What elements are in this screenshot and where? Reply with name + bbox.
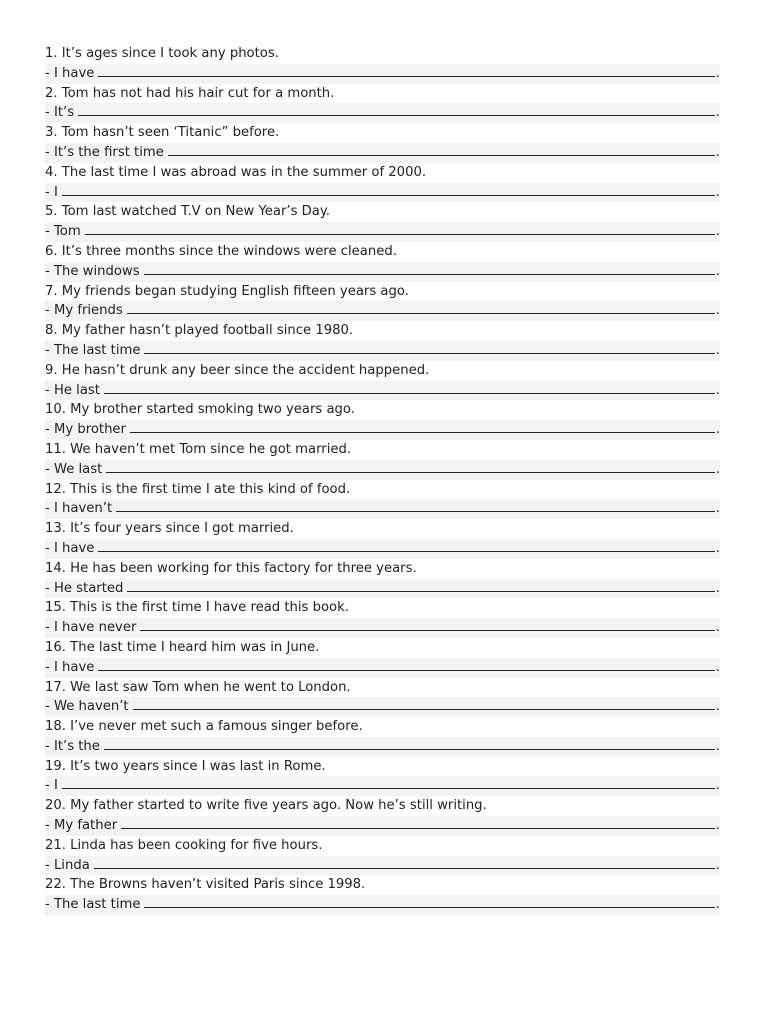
exercise-item — [45, 44, 720, 84]
answer-end-period: . — [715, 778, 720, 794]
exercise-prompt: 3. Tom hasn’t seen ‘Titanic” before. — [45, 125, 280, 141]
exercise-item — [45, 202, 720, 242]
answer-starter: - I have never — [45, 620, 137, 636]
answer-line[interactable] — [45, 222, 720, 242]
answer-line[interactable] — [45, 697, 720, 717]
worksheet — [45, 44, 720, 915]
exercise-prompt: 16. The last time I heard him was in June. — [45, 639, 320, 655]
answer-end-period: . — [715, 382, 720, 398]
exercise-item — [45, 123, 720, 163]
answer-starter: - My father — [45, 818, 118, 834]
exercise-prompt: 17. We last saw Tom when he went to London. — [45, 679, 351, 695]
answer-starter: - The last time — [45, 897, 141, 913]
answer-blank[interactable] — [127, 579, 714, 592]
answer-end-period: . — [715, 620, 720, 636]
answer-blank[interactable] — [144, 895, 714, 908]
exercise-item — [45, 678, 720, 718]
answer-starter: - He started — [45, 580, 124, 596]
answer-starter: - We haven’t — [45, 699, 129, 715]
exercise-prompt: 10. My brother started smoking two years ago. — [45, 402, 355, 418]
answer-starter: - It’s the first time — [45, 144, 164, 160]
answer-end-period: . — [715, 65, 720, 81]
answer-blank[interactable] — [106, 460, 714, 473]
answer-line[interactable] — [45, 579, 720, 599]
exercise-item — [45, 875, 720, 915]
answer-starter: - It’s — [45, 105, 75, 121]
exercise-item — [45, 321, 720, 361]
exercise-prompt: 18. I’ve never met such a famous singer before. — [45, 719, 363, 735]
answer-line[interactable] — [45, 262, 720, 282]
answer-blank[interactable] — [62, 183, 715, 196]
answer-blank[interactable] — [127, 301, 715, 314]
exercise-item — [45, 480, 720, 520]
exercise-prompt: 4. The last time I was abroad was in the summer of 2000. — [45, 164, 427, 180]
exercise-prompt: 21. Linda has been cooking for five hours. — [45, 837, 323, 853]
answer-end-period: . — [715, 501, 720, 517]
answer-blank[interactable] — [140, 618, 714, 631]
answer-starter: - He last — [45, 382, 100, 398]
answer-starter: - Tom — [45, 224, 81, 240]
exercise-item — [45, 519, 720, 559]
answer-line[interactable] — [45, 460, 720, 480]
answer-line[interactable] — [45, 143, 720, 163]
answer-line[interactable] — [45, 618, 720, 638]
answer-starter: - The windows — [45, 263, 140, 279]
exercise-prompt: 2. Tom has not had his hair cut for a month. — [45, 85, 335, 101]
answer-starter: - I haven’t — [45, 501, 113, 517]
answer-starter: - My friends — [45, 303, 123, 319]
answer-end-period: . — [715, 144, 720, 160]
exercise-prompt: 1. It’s ages since I took any photos. — [45, 46, 279, 61]
exercise-prompt: 12. This is the first time I ate this kind of food. — [45, 481, 351, 497]
answer-starter: - It’s the — [45, 738, 100, 754]
exercise-item — [45, 242, 720, 282]
answer-blank[interactable] — [130, 420, 715, 433]
answer-end-period: . — [715, 897, 720, 913]
exercise-item — [45, 400, 720, 440]
answer-blank[interactable] — [62, 776, 715, 789]
answer-blank[interactable] — [104, 381, 715, 394]
answer-starter: - My brother — [45, 422, 126, 438]
answer-end-period: . — [715, 738, 720, 754]
exercise-item — [45, 163, 720, 203]
answer-line[interactable] — [45, 103, 720, 123]
exercise-item — [45, 757, 720, 797]
answer-line[interactable] — [45, 776, 720, 796]
answer-blank[interactable] — [168, 143, 715, 156]
exercise-prompt: 13. It’s four years since I got married. — [45, 521, 294, 537]
answer-end-period: . — [715, 659, 720, 675]
answer-line[interactable] — [45, 658, 720, 678]
answer-end-period: . — [715, 699, 720, 715]
answer-line[interactable] — [45, 499, 720, 519]
answer-end-period: . — [715, 818, 720, 834]
answer-line[interactable] — [45, 341, 720, 361]
exercise-item — [45, 638, 720, 678]
exercise-prompt: 14. He has been working for this factory for three years. — [45, 560, 417, 576]
answer-end-period: . — [715, 540, 720, 556]
answer-line[interactable] — [45, 895, 720, 915]
answer-blank[interactable] — [98, 539, 714, 552]
answer-end-period: . — [715, 184, 720, 200]
exercise-prompt: 22. The Browns haven’t visited Paris since 1998. — [45, 877, 366, 893]
answer-starter: - We last — [45, 461, 103, 477]
answer-line[interactable] — [45, 539, 720, 559]
answer-blank[interactable] — [116, 499, 715, 512]
answer-line[interactable] — [45, 420, 720, 440]
exercise-item — [45, 282, 720, 322]
exercise-prompt: 6. It’s three months since the windows were cleaned. — [45, 243, 397, 259]
answer-starter: - I — [45, 184, 58, 200]
answer-starter: - I have — [45, 659, 95, 675]
answer-line[interactable] — [45, 301, 720, 321]
answer-line[interactable] — [45, 381, 720, 401]
exercise-item — [45, 836, 720, 876]
exercise-item — [45, 717, 720, 757]
answer-starter: - I — [45, 778, 58, 794]
answer-starter: - Linda — [45, 857, 90, 873]
answer-starter: - I have — [45, 65, 95, 81]
answer-end-period: . — [715, 461, 720, 477]
exercise-item — [45, 796, 720, 836]
answer-line[interactable] — [45, 183, 720, 203]
exercise-prompt: 19. It’s two years since I was last in Rome. — [45, 758, 326, 774]
answer-end-period: . — [715, 580, 720, 596]
exercise-prompt: 15. This is the first time I have read this book. — [45, 600, 349, 616]
answer-line[interactable] — [45, 816, 720, 836]
answer-blank[interactable] — [144, 341, 714, 354]
answer-end-period: . — [715, 263, 720, 279]
exercise-prompt: 20. My father started to write five years ago. Now he’s still writing. — [45, 798, 487, 814]
answer-blank[interactable] — [78, 103, 715, 116]
exercise-prompt: 11. We haven’t met Tom since he got married. — [45, 441, 352, 457]
answer-end-period: . — [715, 342, 720, 358]
exercise-item — [45, 440, 720, 480]
exercise-prompt: 9. He hasn’t drunk any beer since the accident happened. — [45, 362, 430, 378]
answer-blank[interactable] — [85, 222, 715, 235]
answer-blank[interactable] — [94, 856, 715, 869]
answer-end-period: . — [715, 303, 720, 319]
exercise-prompt: 7. My friends began studying English fifteen years ago. — [45, 283, 409, 299]
exercise-item — [45, 361, 720, 401]
exercise-prompt: 8. My father hasn’t played football since 1980. — [45, 323, 354, 339]
answer-blank[interactable] — [121, 816, 715, 829]
answer-end-period: . — [715, 857, 720, 873]
answer-blank[interactable] — [133, 697, 715, 710]
answer-blank[interactable] — [98, 64, 714, 77]
answer-line[interactable] — [45, 737, 720, 757]
answer-end-period: . — [715, 422, 720, 438]
exercise-item — [45, 84, 720, 124]
answer-end-period: . — [715, 105, 720, 121]
answer-blank[interactable] — [98, 658, 714, 671]
answer-starter: - I have — [45, 540, 95, 556]
exercise-prompt: 5. Tom last watched T.V on New Year’s Day. — [45, 204, 330, 220]
answer-blank[interactable] — [104, 737, 715, 750]
exercise-item — [45, 598, 720, 638]
answer-line[interactable] — [45, 856, 720, 876]
answer-end-period: . — [715, 224, 720, 240]
answer-starter: - The last time — [45, 342, 141, 358]
exercise-item — [45, 559, 720, 599]
answer-line[interactable] — [45, 64, 720, 84]
answer-blank[interactable] — [144, 262, 715, 275]
